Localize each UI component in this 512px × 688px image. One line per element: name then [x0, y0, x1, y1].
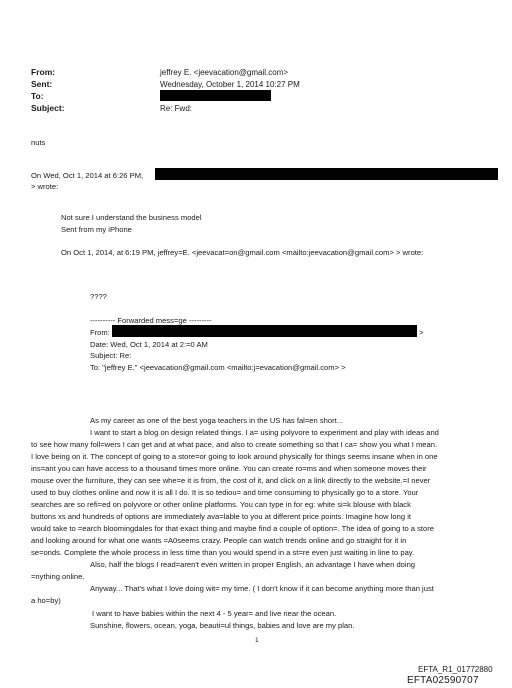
body-line: and looking around for what one wants =A0seems crazy. People can watch trends online and go straight for it in: [31, 536, 407, 545]
sent-label: Sent:: [31, 79, 53, 89]
forwarded-to: To: "jeffrey E." <jeevacation@gmail.com <mailto:j=evacation@gmail.com> >: [90, 363, 346, 372]
subject-value: Re: Fwd:: [160, 104, 193, 113]
forwarded-from-suffix: >: [419, 328, 424, 337]
page-number: 1: [255, 637, 259, 644]
body-line: mouse over the furniture, they can see whe=e it is from, the cost of it, and click on a link directly to the website.=I never: [31, 476, 431, 485]
body-line: would take to =earch bloomingdales for that exact thing and maybe find a couple of option=. The idea of going to a store: [31, 524, 435, 533]
body-line: I love being on it. The concept of going to a store=or going to look around physically for things seems insane when in one: [31, 452, 438, 461]
body-line: ins=ant you can have access to a thousand times more online. You can create ro=ms and when someone moves their: [31, 464, 427, 473]
body-line: I want to start a blog on design related things. I a= using polyvore to experiment and play with ideas and: [90, 428, 439, 437]
subject-label: Subject:: [31, 103, 65, 113]
body-line: buttons xs and hundreds of options are immediately ava=lable to you at different price points. Imagine how long it: [31, 512, 411, 521]
body-line: a ho=by): [31, 596, 61, 605]
bates-number-secondary: EFTA02590707: [407, 675, 479, 686]
to-label: To:: [31, 91, 44, 101]
quote2-line1: Not sure I understand the business model: [61, 213, 202, 222]
redaction-bar-quote1: [155, 168, 498, 180]
quote3-marks: ????: [90, 292, 107, 301]
sent-value: Wednesday, October 1, 2014 10:27 PM: [160, 80, 300, 89]
forwarded-subject: Subject: Re:: [90, 351, 132, 360]
quote1-attribution: On Wed, Oct 1, 2014 at 6:26 PM,: [31, 171, 144, 180]
reply-text: nuts: [31, 138, 46, 147]
body-line: Sunshine, flowers, ocean, yoga, beauti=ul things, babies and love are my plan.: [90, 621, 355, 630]
redaction-bar-to: [160, 90, 271, 101]
body-line: se=onds. Complete the whole process in less time than you would spend in a st=re even just waiting in line to pay.: [31, 548, 415, 557]
body-line: Also, half the blogs I read=aren't even written in proper English, an advantage I have when doing: [90, 560, 416, 569]
body-line: =nything online.: [31, 572, 85, 581]
body-line: searches are so refi=ed on polyvore or other online platforms. You can type in for eg: white si=k blouse with black: [31, 500, 411, 509]
bates-number-primary: EFTA_R1_01772880: [418, 665, 493, 674]
quote2-line2: Sent from my iPhone: [61, 225, 132, 234]
body-line: used to buy clothes online and now it is all I do. It is so tediou= and time consuming to physically go to a store. Your: [31, 488, 419, 497]
body-line: As my career as one of the best yoga teachers in the US has fal=en short...: [90, 416, 344, 425]
redaction-bar-forwarded-from: [112, 325, 417, 337]
from-label: From:: [31, 67, 56, 77]
body-line: I want to have babies within the next 4 - 5 year= and live near the ocean.: [92, 609, 337, 618]
body-line: to see how many foll=wers I can get and at what pace, and also to create something so that I ca= show you what I mean.: [31, 440, 438, 449]
quote2-attribution: On Oct 1, 2014, at 6:19 PM, jeffrey=E. <jeevacat=on@gmail.com <mailto:jeevacation@gmail.com> > wrote:: [61, 248, 424, 257]
forwarded-from-label: From:: [90, 328, 110, 337]
forwarded-date: Date: Wed, Oct 1, 2014 at 2:=0 AM: [90, 340, 208, 349]
forwarded-divider: ---------- Forwarded mess=ge ---------: [90, 316, 212, 325]
quote1-wrote: > wrote:: [31, 182, 59, 191]
body-line: Anyway... That's what I love doing wit= my time. ( I don't know if it can become anything more than just: [90, 584, 434, 593]
from-value: jeffrey E. <jeevacation@gmail.com>: [160, 68, 289, 77]
